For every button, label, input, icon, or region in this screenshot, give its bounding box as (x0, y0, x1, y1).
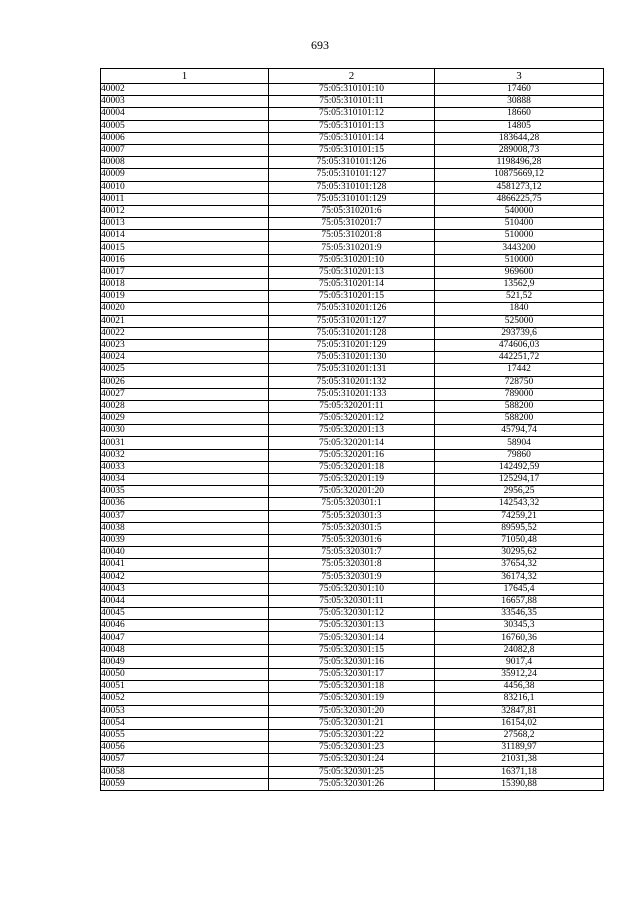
cadastral-number-cell: 75:05:320301:13 (269, 620, 435, 632)
table-row (101, 242, 604, 254)
cadastral-number-cell: 75:05:310201:13 (269, 266, 435, 278)
row-number-cell: 40040 (101, 547, 269, 559)
cadastral-number-cell: 75:05:310201:131 (269, 364, 435, 376)
table-row (101, 693, 604, 705)
row-number-cell: 40030 (101, 425, 269, 437)
table-row (101, 717, 604, 729)
row-number-cell: 40014 (101, 230, 269, 242)
value-cell: 9017,4 (435, 656, 604, 668)
table-row (101, 498, 604, 510)
table-row (101, 778, 604, 790)
value-cell: 33546,35 (435, 608, 604, 620)
table-row (101, 120, 604, 132)
value-cell: 14805 (435, 120, 604, 132)
table-row (101, 84, 604, 96)
column-header-3: 3 (435, 69, 604, 84)
table-row (101, 681, 604, 693)
table-row (101, 669, 604, 681)
table-row (101, 266, 604, 278)
table-row (101, 132, 604, 144)
value-cell: 442251,72 (435, 352, 604, 364)
row-number-cell: 40038 (101, 522, 269, 534)
cadastral-number-cell: 75:05:320301:19 (269, 693, 435, 705)
row-number-cell: 40053 (101, 705, 269, 717)
value-cell: 142543,32 (435, 498, 604, 510)
table-row (101, 413, 604, 425)
table-row (101, 291, 604, 303)
table-row (101, 388, 604, 400)
row-number-cell: 40059 (101, 778, 269, 790)
row-number-cell: 40056 (101, 742, 269, 754)
row-number-cell: 40024 (101, 352, 269, 364)
table-row (101, 632, 604, 644)
cadastral-number-cell: 75:05:310201:15 (269, 291, 435, 303)
row-number-cell: 40047 (101, 632, 269, 644)
table-row (101, 218, 604, 230)
row-number-cell: 40003 (101, 96, 269, 108)
row-number-cell: 40019 (101, 291, 269, 303)
cadastral-number-cell: 75:05:310101:10 (269, 84, 435, 96)
table-header-row (101, 69, 604, 84)
cadastral-number-cell: 75:05:310201:129 (269, 339, 435, 351)
table-row (101, 327, 604, 339)
cadastral-number-cell: 75:05:310201:8 (269, 230, 435, 242)
cadastral-number-cell: 75:05:320301:21 (269, 717, 435, 729)
table-row (101, 181, 604, 193)
cadastral-number-cell: 75:05:320301:23 (269, 742, 435, 754)
table-row (101, 656, 604, 668)
cadastral-number-cell: 75:05:310201:133 (269, 388, 435, 400)
cadastral-number-cell: 75:05:320201:18 (269, 461, 435, 473)
table-row (101, 547, 604, 559)
row-number-cell: 40055 (101, 729, 269, 741)
row-number-cell: 40032 (101, 449, 269, 461)
cadastral-number-cell: 75:05:310201:9 (269, 242, 435, 254)
column-header-1: 1 (101, 69, 269, 84)
cadastral-number-cell: 75:05:320301:3 (269, 510, 435, 522)
table-row (101, 644, 604, 656)
row-number-cell: 40034 (101, 474, 269, 486)
cadastral-number-cell: 75:05:310201:127 (269, 315, 435, 327)
value-cell: 1840 (435, 303, 604, 315)
value-cell: 71050,48 (435, 534, 604, 546)
cadastral-number-cell: 75:05:320301:10 (269, 583, 435, 595)
table-row (101, 559, 604, 571)
table-row (101, 157, 604, 169)
table-row (101, 534, 604, 546)
row-number-cell: 40041 (101, 559, 269, 571)
cadastral-number-cell: 75:05:310101:11 (269, 96, 435, 108)
value-cell: 24082,8 (435, 644, 604, 656)
row-number-cell: 40004 (101, 108, 269, 120)
table-row (101, 571, 604, 583)
value-cell: 83216,1 (435, 693, 604, 705)
table-row (101, 583, 604, 595)
value-cell: 588200 (435, 413, 604, 425)
value-cell: 183644,28 (435, 132, 604, 144)
value-cell: 2956,25 (435, 486, 604, 498)
row-number-cell: 40023 (101, 339, 269, 351)
row-number-cell: 40026 (101, 376, 269, 388)
table-row (101, 486, 604, 498)
cadastral-number-cell: 75:05:310201:10 (269, 254, 435, 266)
value-cell: 969600 (435, 266, 604, 278)
cadastral-number-cell: 75:05:320201:13 (269, 425, 435, 437)
table-row (101, 400, 604, 412)
cadastral-number-cell: 75:05:320201:12 (269, 413, 435, 425)
value-cell: 31189,97 (435, 742, 604, 754)
row-number-cell: 40005 (101, 120, 269, 132)
row-number-cell: 40046 (101, 620, 269, 632)
table-row (101, 705, 604, 717)
cadastral-number-cell: 75:05:320301:9 (269, 571, 435, 583)
row-number-cell: 40018 (101, 279, 269, 291)
value-cell: 10875669,12 (435, 169, 604, 181)
table-row (101, 474, 604, 486)
row-number-cell: 40025 (101, 364, 269, 376)
value-cell: 510000 (435, 254, 604, 266)
row-number-cell: 40013 (101, 218, 269, 230)
row-number-cell: 40052 (101, 693, 269, 705)
value-cell: 16371,18 (435, 766, 604, 778)
cadastral-number-cell: 75:05:310201:126 (269, 303, 435, 315)
value-cell: 16154,02 (435, 717, 604, 729)
row-number-cell: 40033 (101, 461, 269, 473)
cadastral-number-cell: 75:05:320201:19 (269, 474, 435, 486)
value-cell: 510400 (435, 218, 604, 230)
value-cell: 30345,3 (435, 620, 604, 632)
row-number-cell: 40027 (101, 388, 269, 400)
row-number-cell: 40051 (101, 681, 269, 693)
value-cell: 89595,52 (435, 522, 604, 534)
value-cell: 79860 (435, 449, 604, 461)
row-number-cell: 40006 (101, 132, 269, 144)
table-row (101, 620, 604, 632)
row-number-cell: 40044 (101, 595, 269, 607)
table-body (101, 84, 604, 791)
cadastral-number-cell: 75:05:320301:18 (269, 681, 435, 693)
row-number-cell: 40039 (101, 534, 269, 546)
table-row (101, 169, 604, 181)
table-row (101, 437, 604, 449)
value-cell: 1198496,28 (435, 157, 604, 169)
table-row (101, 144, 604, 156)
table-row (101, 522, 604, 534)
value-cell: 4456,38 (435, 681, 604, 693)
value-cell: 525000 (435, 315, 604, 327)
cadastral-number-cell: 75:05:310101:129 (269, 193, 435, 205)
row-number-cell: 40020 (101, 303, 269, 315)
cadastral-number-cell: 75:05:320301:17 (269, 669, 435, 681)
row-number-cell: 40016 (101, 254, 269, 266)
value-cell: 4866225,75 (435, 193, 604, 205)
value-cell: 4581273,12 (435, 181, 604, 193)
table-row (101, 193, 604, 205)
value-cell: 45794,74 (435, 425, 604, 437)
value-cell: 17442 (435, 364, 604, 376)
value-cell: 18660 (435, 108, 604, 120)
row-number-cell: 40035 (101, 486, 269, 498)
cadastral-number-cell: 75:05:310201:7 (269, 218, 435, 230)
row-number-cell: 40050 (101, 669, 269, 681)
row-number-cell: 40031 (101, 437, 269, 449)
row-number-cell: 40022 (101, 327, 269, 339)
value-cell: 36174,32 (435, 571, 604, 583)
column-header-2: 2 (269, 69, 435, 84)
row-number-cell: 40021 (101, 315, 269, 327)
cadastral-number-cell: 75:05:320201:14 (269, 437, 435, 449)
table-row (101, 339, 604, 351)
value-cell: 32847,81 (435, 705, 604, 717)
row-number-cell: 40042 (101, 571, 269, 583)
value-cell: 15390,88 (435, 778, 604, 790)
cadastral-number-cell: 75:05:320301:20 (269, 705, 435, 717)
value-cell: 21031,38 (435, 754, 604, 766)
cadastral-number-cell: 75:05:320301:16 (269, 656, 435, 668)
value-cell: 30888 (435, 96, 604, 108)
cadastral-number-cell: 75:05:320301:12 (269, 608, 435, 620)
cadastral-number-cell: 75:05:320301:8 (269, 559, 435, 571)
table-row (101, 425, 604, 437)
value-cell: 35912,24 (435, 669, 604, 681)
cadastral-number-cell: 75:05:310101:13 (269, 120, 435, 132)
table-row (101, 108, 604, 120)
value-cell: 521,52 (435, 291, 604, 303)
table-row (101, 754, 604, 766)
row-number-cell: 40009 (101, 169, 269, 181)
cadastral-number-cell: 75:05:320301:7 (269, 547, 435, 559)
table-row (101, 729, 604, 741)
value-cell: 588200 (435, 400, 604, 412)
cadastral-number-cell: 75:05:310101:14 (269, 132, 435, 144)
table-row (101, 742, 604, 754)
table-row (101, 766, 604, 778)
table-row (101, 461, 604, 473)
row-number-cell: 40048 (101, 644, 269, 656)
cadastral-number-cell: 75:05:320201:20 (269, 486, 435, 498)
row-number-cell: 40015 (101, 242, 269, 254)
cadastral-number-cell: 75:05:320301:15 (269, 644, 435, 656)
cadastral-number-cell: 75:05:310201:132 (269, 376, 435, 388)
cadastral-number-cell: 75:05:320301:25 (269, 766, 435, 778)
row-number-cell: 40017 (101, 266, 269, 278)
row-number-cell: 40045 (101, 608, 269, 620)
cadastral-number-cell: 75:05:320301:5 (269, 522, 435, 534)
value-cell: 789000 (435, 388, 604, 400)
data-table (100, 68, 604, 791)
page-number: 693 (311, 38, 329, 52)
row-number-cell: 40043 (101, 583, 269, 595)
value-cell: 142492,59 (435, 461, 604, 473)
cadastral-number-cell: 75:05:320301:22 (269, 729, 435, 741)
cadastral-number-cell: 75:05:320301:14 (269, 632, 435, 644)
row-number-cell: 40029 (101, 413, 269, 425)
value-cell: 17645,4 (435, 583, 604, 595)
value-cell: 17460 (435, 84, 604, 96)
table-row (101, 303, 604, 315)
cadastral-number-cell: 75:05:320301:26 (269, 778, 435, 790)
value-cell: 125294,17 (435, 474, 604, 486)
table-row (101, 608, 604, 620)
row-number-cell: 40036 (101, 498, 269, 510)
table-row (101, 352, 604, 364)
row-number-cell: 40010 (101, 181, 269, 193)
value-cell: 728750 (435, 376, 604, 388)
cadastral-number-cell: 75:05:310101:12 (269, 108, 435, 120)
row-number-cell: 40058 (101, 766, 269, 778)
cadastral-number-cell: 75:05:310101:128 (269, 181, 435, 193)
row-number-cell: 40008 (101, 157, 269, 169)
value-cell: 540000 (435, 205, 604, 217)
value-cell: 30295,62 (435, 547, 604, 559)
value-cell: 510000 (435, 230, 604, 242)
value-cell: 58904 (435, 437, 604, 449)
row-number-cell: 40057 (101, 754, 269, 766)
table-row (101, 230, 604, 242)
value-cell: 289008,73 (435, 144, 604, 156)
cadastral-number-cell: 75:05:320301:1 (269, 498, 435, 510)
table-row (101, 364, 604, 376)
cadastral-number-cell: 75:05:310101:127 (269, 169, 435, 181)
cadastral-number-cell: 75:05:310201:6 (269, 205, 435, 217)
cadastral-number-cell: 75:05:320301:6 (269, 534, 435, 546)
row-number-cell: 40054 (101, 717, 269, 729)
table-row (101, 595, 604, 607)
row-number-cell: 40007 (101, 144, 269, 156)
row-number-cell: 40037 (101, 510, 269, 522)
table-row (101, 205, 604, 217)
table-row (101, 96, 604, 108)
cadastral-number-cell: 75:05:310101:15 (269, 144, 435, 156)
cadastral-number-cell: 75:05:310201:128 (269, 327, 435, 339)
value-cell: 16657,88 (435, 595, 604, 607)
cadastral-number-cell: 75:05:320301:11 (269, 595, 435, 607)
value-cell: 293739,6 (435, 327, 604, 339)
row-number-cell: 40028 (101, 400, 269, 412)
table-row (101, 254, 604, 266)
table-row (101, 449, 604, 461)
table-row (101, 279, 604, 291)
value-cell: 37654,32 (435, 559, 604, 571)
table-row (101, 510, 604, 522)
cadastral-number-cell: 75:05:310201:130 (269, 352, 435, 364)
cadastral-number-cell: 75:05:320301:24 (269, 754, 435, 766)
table-row (101, 376, 604, 388)
value-cell: 474606,03 (435, 339, 604, 351)
value-cell: 74259,21 (435, 510, 604, 522)
value-cell: 27568,2 (435, 729, 604, 741)
value-cell: 3443200 (435, 242, 604, 254)
cadastral-number-cell: 75:05:310101:126 (269, 157, 435, 169)
row-number-cell: 40049 (101, 656, 269, 668)
row-number-cell: 40002 (101, 84, 269, 96)
row-number-cell: 40011 (101, 193, 269, 205)
cadastral-number-cell: 75:05:310201:14 (269, 279, 435, 291)
cadastral-number-cell: 75:05:320201:16 (269, 449, 435, 461)
cadastral-number-cell: 75:05:320201:11 (269, 400, 435, 412)
table-row (101, 315, 604, 327)
value-cell: 13562,9 (435, 279, 604, 291)
row-number-cell: 40012 (101, 205, 269, 217)
value-cell: 16760,36 (435, 632, 604, 644)
